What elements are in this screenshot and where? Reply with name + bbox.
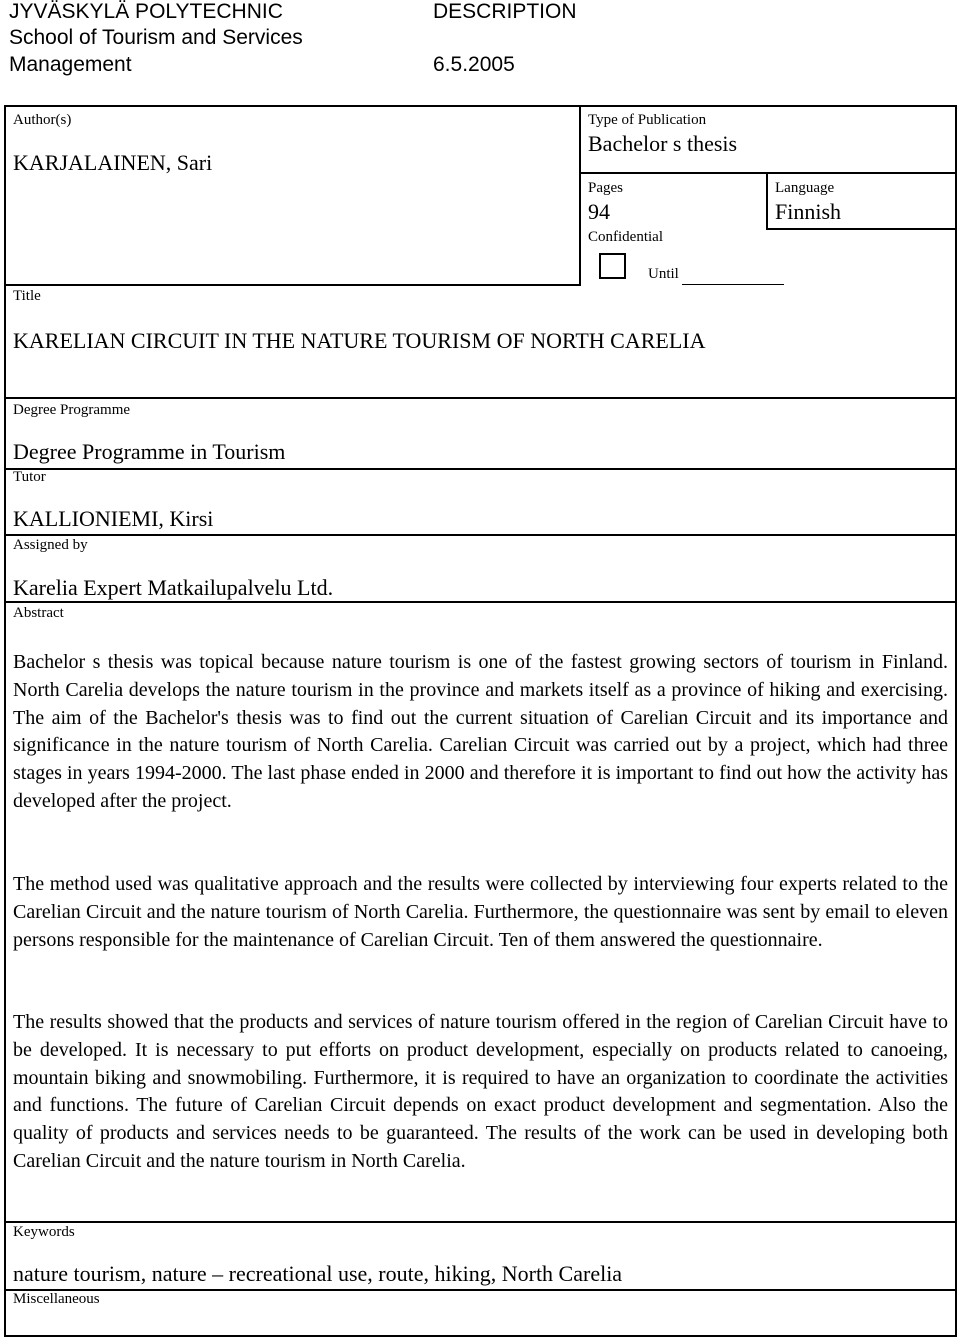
language-value: Finnish	[775, 199, 842, 224]
abstract-label: Abstract	[13, 605, 64, 621]
assigned-by-label: Assigned by	[13, 537, 88, 553]
publication-type-label: Type of Publication	[588, 112, 707, 128]
document-date: 6.5.2005	[433, 53, 515, 76]
miscellaneous-label: Miscellaneous	[13, 1291, 100, 1307]
tutor-label: Tutor	[13, 469, 46, 485]
language-label: Language	[775, 180, 835, 196]
school-name-line-2: School of Tourism and Services	[9, 26, 303, 49]
author-value: KARJALAINEN, Sari	[13, 150, 213, 175]
abstract-paragraph-2: The method used was qualitative approach and the results were collected by interviewing four experts related to the Carelian Circuit and the nature tourism of North Carelia. Furthermore, the questionnaire was sent by email to eleven persons responsible for the maintenance of Carelian Circuit. Ten of them answered the questionnaire.	[13, 873, 948, 951]
assigned-by-value: Karelia Expert Matkailupalvelu Ltd.	[13, 575, 334, 600]
degree-programme-label: Degree Programme	[13, 402, 131, 418]
thesis-title: KARELIAN CIRCUIT IN THE NATURE TOURISM OF NORTH CARELIA	[13, 328, 706, 353]
confidential-label: Confidential	[588, 229, 663, 245]
until-field[interactable]	[682, 284, 784, 285]
title-label: Title	[13, 288, 41, 304]
school-name-line-3: Management	[9, 53, 132, 76]
abstract-paragraph-1: Bachelor s thesis was topical because nature tourism is one of the fastest growing sectors of tourism in Finland. North Carelia develops the nature tourism in the province and markets itself as a province of hiking and exercising. The aim of the Bachelor's thesis was to find out the current situation of Carelian Circuit and its importance and significance in the nature tourism of North Carelia. Carelian Circuit was carried out by a project, which had three stages in years 1994-2000. The last phase ended in 2000 and therefore it is important to find out how the activity has developed after the project.	[13, 651, 948, 812]
author-label: Author(s)	[13, 112, 72, 128]
school-name-line-1: JYVÄSKYLÄ POLYTECHNIC	[9, 0, 283, 23]
tutor-value: KALLIONIEMI, Kirsi	[13, 506, 214, 531]
publication-type-value: Bachelor s thesis	[588, 131, 738, 156]
keywords-value: nature tourism, nature – recreational use, route, hiking, North Carelia	[13, 1261, 623, 1286]
pages-label: Pages	[588, 180, 623, 196]
confidential-checkbox[interactable]	[599, 253, 626, 279]
abstract-paragraph-3: The results showed that the products and services of nature tourism offered in the region of Carelian Circuit have to be developed. It is necessary to put efforts on product development, especially on products related to canoeing, mountain biking and snowmobiling. Furthermore, it is required to have an organization to coordinate the activities and functions. The future of Carelian Circuit depends on exact product development and segmentation. Also the quality of products and services needs to be guaranteed. The results of the work can be used in developing both Carelian Circuit and the nature tourism in North Carelia.	[13, 1011, 948, 1172]
pages-value: 94	[588, 199, 610, 224]
document-type: DESCRIPTION	[433, 0, 577, 23]
degree-programme-value: Degree Programme in Tourism	[13, 439, 286, 464]
until-label: Until	[648, 266, 679, 282]
keywords-label: Keywords	[13, 1224, 75, 1240]
